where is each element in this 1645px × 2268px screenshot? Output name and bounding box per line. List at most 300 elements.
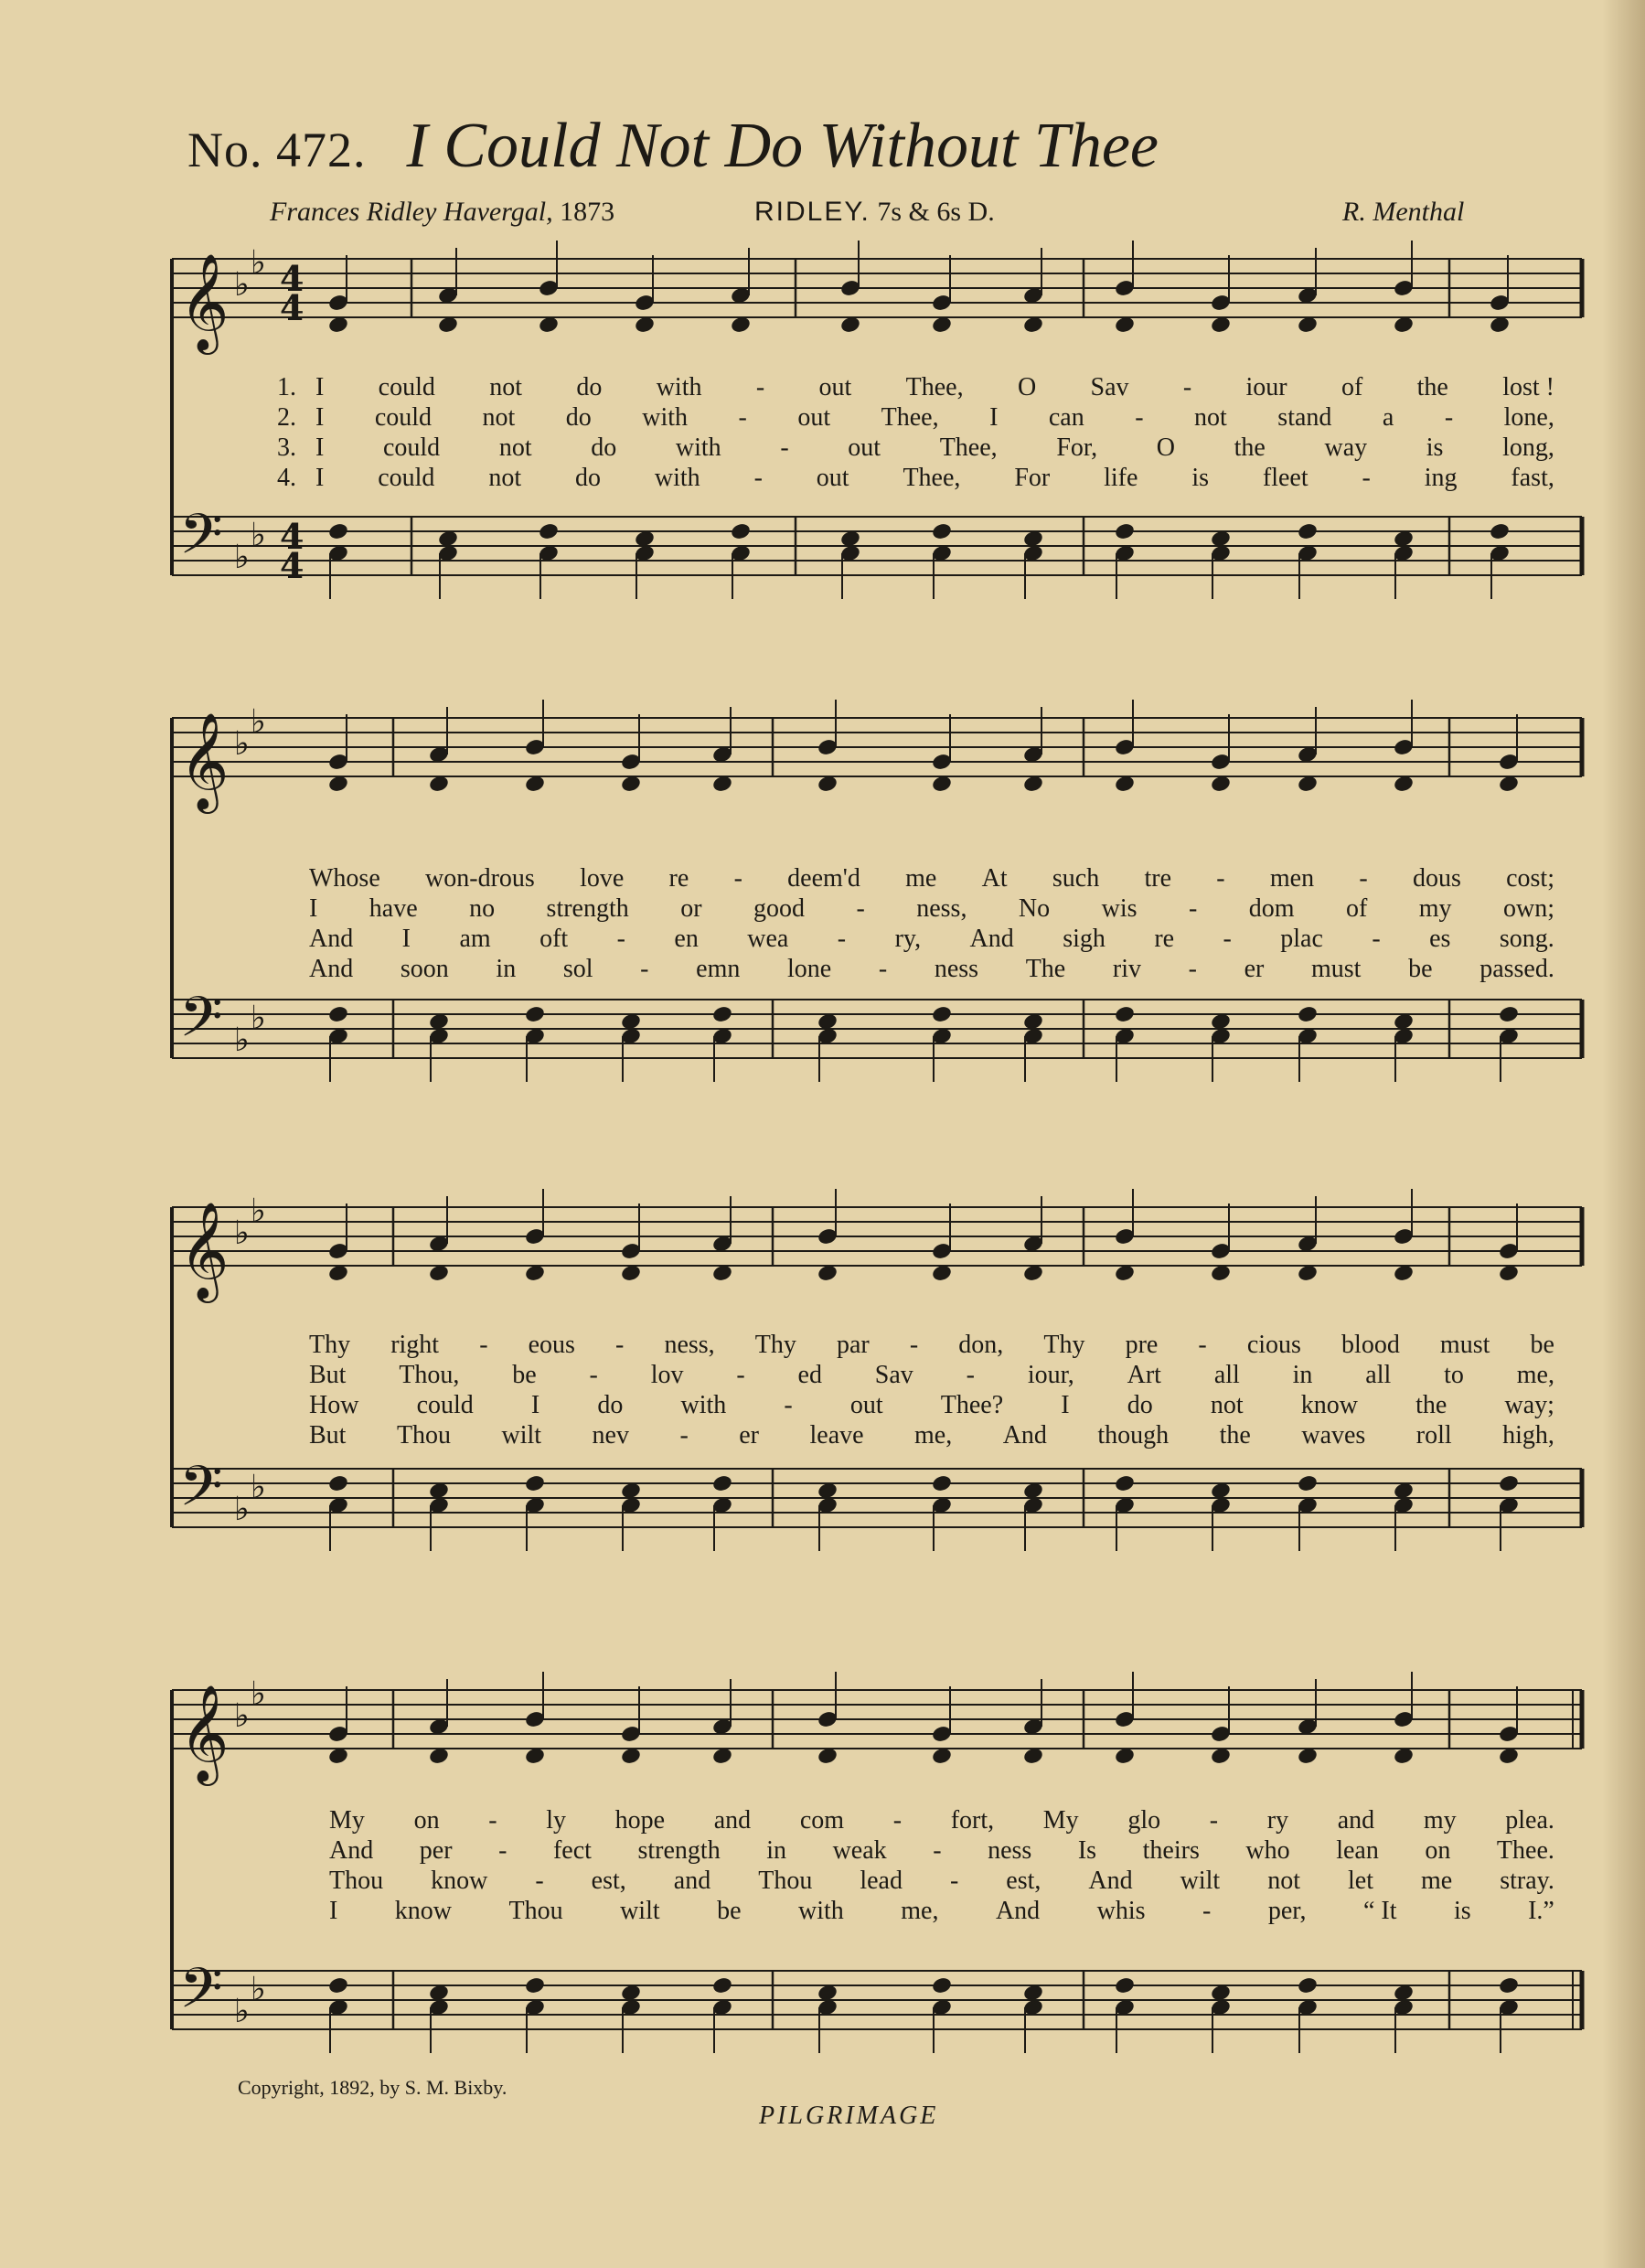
- lyric-syllable: -: [753, 464, 763, 492]
- lyric-syllable: -: [1188, 955, 1197, 983]
- flat-icon: ♭: [234, 539, 250, 575]
- bass-clef-icon: 𝄢: [179, 985, 223, 1064]
- tenor-note: [711, 1005, 733, 1024]
- tune-name: RIDLEY.: [754, 197, 871, 227]
- tenor-note: [327, 1976, 349, 1995]
- lyric-syllable: on: [413, 1806, 440, 1835]
- lyric-syllable: and: [713, 1806, 752, 1835]
- lyric-syllable: And: [995, 1897, 1041, 1925]
- lyric-syllable: -: [1223, 925, 1232, 953]
- lyric-line: [309, 1361, 1554, 1390]
- lyric-syllable: is: [1453, 1897, 1471, 1925]
- lyric-syllable: ry: [1266, 1806, 1289, 1835]
- lyric-syllable: sol: [562, 955, 593, 983]
- tenor-note: [1114, 522, 1136, 541]
- lyric-syllable: hope: [614, 1806, 666, 1835]
- lyric-syllable: who: [1245, 1836, 1290, 1865]
- lyric-syllable: Sav: [1090, 373, 1129, 401]
- lyric-syllable: my: [1423, 1806, 1457, 1835]
- lyric-syllable: -: [1216, 864, 1225, 893]
- verse-number: 3.: [277, 433, 296, 462]
- lyric-syllable: er: [739, 1421, 760, 1450]
- lyric-syllable: “ It: [1362, 1897, 1397, 1925]
- lyric-syllable: men: [1269, 864, 1315, 893]
- tenor-note: [1297, 1474, 1319, 1493]
- lyric-syllable: And: [969, 925, 1014, 953]
- lyric-syllable: stand: [1277, 403, 1332, 432]
- lyric-syllable: -: [535, 1867, 544, 1895]
- lyric-syllable: plac: [1280, 925, 1323, 953]
- lyric-syllable: Thy: [309, 1331, 351, 1359]
- time-signature: 4: [280, 515, 304, 557]
- lyric-syllable: song.: [1499, 925, 1554, 953]
- lyric-syllable: -: [738, 403, 747, 432]
- lyric-syllable: the: [1219, 1421, 1251, 1450]
- lyric-syllable: -: [615, 1331, 625, 1359]
- lyric-syllable: Thy: [754, 1331, 796, 1359]
- lyric-syllable: could: [416, 1391, 474, 1419]
- lyric-syllable: out: [818, 373, 852, 401]
- lyric-syllable: such: [1052, 864, 1100, 893]
- tenor-note: [1114, 1005, 1136, 1024]
- lyric-syllable: Thou: [329, 1867, 384, 1895]
- lyric-syllable: I.”: [1528, 1897, 1554, 1925]
- lyric-syllable: Thee.: [1496, 1836, 1554, 1865]
- tenor-note: [524, 1976, 546, 1995]
- lyric-syllable: wea: [747, 925, 789, 953]
- tenor-note: [931, 522, 953, 541]
- lyric-syllable: er: [1244, 955, 1265, 983]
- lyric-syllable: do: [575, 464, 601, 492]
- lyric-syllable: I: [315, 433, 325, 462]
- lyric-syllable: whis: [1096, 1897, 1146, 1925]
- lyric-syllable: -: [1372, 925, 1381, 953]
- lyric-syllable: Thou: [508, 1897, 563, 1925]
- lyric-syllable: on: [1425, 1836, 1451, 1865]
- lyric-syllable: emn: [696, 955, 741, 983]
- lyric-syllable: fleet: [1262, 464, 1309, 492]
- lyric-line: [315, 373, 1554, 402]
- tenor-note: [730, 522, 752, 541]
- lyric-syllable: ness,: [916, 894, 967, 923]
- lyric-syllable: strength: [546, 894, 629, 923]
- lyric-syllable: I: [401, 925, 411, 953]
- lyric-syllable: No: [1018, 894, 1051, 923]
- lyric-syllable: must: [1311, 955, 1362, 983]
- lyric-syllable: -: [1188, 894, 1198, 923]
- lyric-syllable: es: [1429, 925, 1451, 953]
- lyric-syllable: life: [1104, 464, 1138, 492]
- lyric-syllable: fect: [552, 1836, 592, 1865]
- copyright-notice: Copyright, 1892, by S. M. Bixby.: [238, 2076, 507, 2099]
- lyric-syllable: me,: [901, 1897, 939, 1925]
- tenor-note: [327, 522, 349, 541]
- lyric-syllable: not: [1210, 1391, 1244, 1419]
- lyric-syllable: est,: [1006, 1867, 1041, 1895]
- lyric-syllable: strength: [637, 1836, 721, 1865]
- lyric-syllable: right: [390, 1331, 440, 1359]
- lyric-syllable: My: [1042, 1806, 1079, 1835]
- tenor-note: [1498, 1474, 1520, 1493]
- lyric-syllable: with: [675, 433, 721, 462]
- lyric-syllable: stray.: [1500, 1867, 1554, 1895]
- tenor-note: [524, 1005, 546, 1024]
- tenor-note: [1489, 522, 1511, 541]
- lyric-syllable: -: [733, 864, 742, 893]
- lyric-syllable: with: [656, 373, 702, 401]
- lyric-syllable: way;: [1504, 1391, 1554, 1419]
- lyric-syllable: good: [753, 894, 805, 923]
- lyric-syllable: -: [949, 1867, 959, 1895]
- lyric-syllable: cious: [1246, 1331, 1301, 1359]
- lyric-syllable: out: [849, 1391, 883, 1419]
- lyric-syllable: ry,: [894, 925, 922, 953]
- lyric-syllable: The: [1025, 955, 1066, 983]
- lyric-syllable: My: [329, 1806, 365, 1835]
- lyric-syllable: Thee,: [939, 433, 998, 462]
- lyric-syllable: have: [369, 894, 418, 923]
- lyric-syllable: At: [981, 864, 1008, 893]
- lyric-syllable: don,: [958, 1331, 1004, 1359]
- lyric-syllable: -: [479, 1331, 488, 1359]
- verse-number: 1.: [277, 373, 296, 401]
- lyric-syllable: -: [784, 1391, 793, 1419]
- lyric-line: [309, 864, 1554, 893]
- lyric-syllable: not: [1194, 403, 1227, 432]
- lyric-syllable: can: [1048, 403, 1084, 432]
- flat-icon: ♭: [234, 1993, 250, 2029]
- lyric-syllable: the: [1234, 433, 1266, 462]
- lyric-syllable: could: [382, 433, 441, 462]
- lyric-syllable: and: [1337, 1806, 1375, 1835]
- lyric-syllable: -: [1135, 403, 1144, 432]
- lyric-syllable: to: [1444, 1361, 1464, 1389]
- lyric-syllable: re: [1154, 925, 1175, 953]
- lyric-syllable: -: [1359, 864, 1368, 893]
- lyric-syllable: my: [1418, 894, 1452, 923]
- tenor-note: [1297, 522, 1319, 541]
- lyric-syllable: me: [905, 864, 937, 893]
- lyric-syllable: be: [717, 1897, 742, 1925]
- lyric-syllable: -: [1198, 1331, 1207, 1359]
- treble-clef-icon: 𝄞: [179, 252, 230, 350]
- lyric-syllable: a: [1382, 403, 1394, 432]
- lyric-line: [309, 894, 1554, 924]
- lyric-syllable: do: [597, 1391, 624, 1419]
- lyric-syllable: soon: [400, 955, 449, 983]
- tenor-note: [327, 1005, 349, 1024]
- lyric-syllable: be: [512, 1361, 537, 1389]
- lyric-syllable: be: [1530, 1331, 1554, 1359]
- lyric-syllable: do: [1127, 1391, 1153, 1419]
- lyric-syllable: is: [1426, 433, 1444, 462]
- lyric-syllable: blood: [1341, 1331, 1400, 1359]
- treble-clef-icon: 𝄞: [179, 1201, 230, 1299]
- lyric-syllable: Sav: [874, 1361, 913, 1389]
- lyric-syllable: not: [489, 373, 523, 401]
- lyric-syllable: I: [989, 403, 999, 432]
- lyric-syllable: deem'd: [787, 864, 860, 893]
- author-year: 1873: [560, 197, 615, 227]
- lyric-syllable: And: [1002, 1421, 1047, 1450]
- lyric-syllable: -: [1362, 464, 1371, 492]
- tune-meter: 7s & 6s D.: [877, 197, 995, 227]
- lyric-syllable: par: [836, 1331, 870, 1359]
- lyric-syllable: iour: [1245, 373, 1287, 401]
- lyric-syllable: lone: [787, 955, 832, 983]
- lyric-syllable: Thee,: [903, 464, 961, 492]
- lyric-line: [329, 1867, 1554, 1896]
- lyric-syllable: Thee,: [881, 403, 939, 432]
- lyric-syllable: no: [469, 894, 496, 923]
- treble-clef-icon: 𝄞: [179, 711, 230, 809]
- lyric-syllable: pre: [1125, 1331, 1159, 1359]
- lyric-syllable: iour,: [1027, 1361, 1074, 1389]
- lyric-syllable: leave: [809, 1421, 864, 1450]
- tenor-note: [524, 1474, 546, 1493]
- lyric-syllable: And: [309, 925, 354, 953]
- lyric-line: [309, 1331, 1554, 1360]
- tenor-note: [1114, 1976, 1136, 1995]
- lyric-syllable: theirs: [1142, 1836, 1200, 1865]
- lyric-syllable: Thy: [1043, 1331, 1085, 1359]
- lyric-syllable: with: [642, 403, 689, 432]
- lyric-syllable: high,: [1502, 1421, 1554, 1450]
- lyric-syllable: lost !: [1502, 373, 1554, 401]
- lyric-syllable: could: [374, 403, 433, 432]
- lyric-syllable: -: [1182, 373, 1192, 401]
- flat-icon: ♭: [251, 1000, 266, 1036]
- lyric-syllable: with: [680, 1391, 727, 1419]
- lyric-line: [329, 1836, 1554, 1866]
- time-signature: 4: [280, 286, 304, 328]
- flat-icon: ♭: [251, 1193, 266, 1229]
- lyric-syllable: I: [309, 894, 318, 923]
- lyric-syllable: not: [1267, 1867, 1300, 1895]
- lyric-syllable: -: [780, 433, 789, 462]
- lyric-syllable: I: [329, 1897, 338, 1925]
- tenor-note: [711, 1474, 733, 1493]
- bass-clef-icon: 𝄢: [179, 1956, 223, 2035]
- lyric-syllable: And: [329, 1836, 374, 1865]
- flat-icon: ♭: [234, 266, 250, 303]
- verse-number: 4.: [277, 464, 296, 492]
- flat-icon: ♭: [234, 1491, 250, 1527]
- lyric-syllable: est,: [591, 1867, 626, 1895]
- hymn-number: No. 472.: [187, 123, 367, 177]
- lyric-syllable: out: [848, 433, 881, 462]
- tenor-note: [1297, 1005, 1319, 1024]
- lyric-syllable: weak: [832, 1836, 887, 1865]
- lyric-syllable: long,: [1502, 433, 1554, 462]
- lyric-syllable: com: [799, 1806, 845, 1835]
- verse-number: 2.: [277, 403, 296, 432]
- lyric-syllable: Is: [1077, 1836, 1097, 1865]
- time-signature: 4: [280, 544, 304, 586]
- lyric-syllable: Thou: [396, 1421, 452, 1450]
- lyric-syllable: of: [1345, 894, 1368, 923]
- tenor-note: [1498, 1005, 1520, 1024]
- flat-icon: ♭: [251, 703, 266, 740]
- lyric-syllable: way: [1324, 433, 1368, 462]
- lyric-syllable: in: [496, 955, 517, 983]
- lyric-syllable: know: [1300, 1391, 1358, 1419]
- lyric-syllable: tre: [1144, 864, 1171, 893]
- lyric-syllable: the: [1416, 373, 1448, 401]
- lyric-syllable: -: [1444, 403, 1454, 432]
- lyric-syllable: know: [394, 1897, 453, 1925]
- flat-icon: ♭: [251, 1469, 266, 1505]
- lyric-syllable: en: [674, 925, 699, 953]
- flat-icon: ♭: [234, 1697, 250, 1734]
- flat-icon: ♭: [234, 725, 250, 762]
- lyric-syllable: sigh: [1063, 925, 1106, 953]
- lyric-syllable: -: [909, 1331, 919, 1359]
- lyric-syllable: passed.: [1479, 955, 1554, 983]
- lyric-syllable: in: [766, 1836, 787, 1865]
- lyric-syllable: dom: [1248, 894, 1295, 923]
- lyric-syllable: Whose: [309, 864, 380, 893]
- lyric-syllable: ness: [988, 1836, 1032, 1865]
- tenor-note: [711, 1976, 733, 1995]
- hymn-title: I Could Not Do Without Thee: [406, 111, 1159, 181]
- lyric-syllable: roll: [1415, 1421, 1452, 1450]
- lyric-syllable: For,: [1056, 433, 1098, 462]
- tenor-note: [538, 522, 560, 541]
- lyric-syllable: Thee,: [905, 373, 964, 401]
- lyric-syllable: -: [837, 925, 847, 953]
- lyric-syllable: -: [933, 1836, 942, 1865]
- flat-icon: ♭: [234, 1022, 250, 1058]
- lyric-syllable: out: [816, 464, 849, 492]
- lyric-syllable: lean: [1336, 1836, 1379, 1865]
- lyric-syllable: me,: [914, 1421, 953, 1450]
- lyric-syllable: not: [482, 403, 516, 432]
- lyric-syllable: of: [1341, 373, 1363, 401]
- lyric-syllable: own;: [1503, 894, 1554, 923]
- lyric-syllable: not: [498, 433, 532, 462]
- lyric-syllable: am: [459, 925, 491, 953]
- flat-icon: ♭: [251, 1971, 266, 2007]
- lyric-syllable: let: [1347, 1867, 1373, 1895]
- lyric-syllable: riv: [1112, 955, 1141, 983]
- lyric-syllable: wilt: [620, 1897, 660, 1925]
- flat-icon: ♭: [234, 1214, 250, 1251]
- lyric-syllable: could: [378, 373, 435, 401]
- composer-credit: R. Menthal: [1342, 197, 1465, 227]
- flat-icon: ♭: [251, 244, 266, 281]
- lyric-line: [309, 925, 1554, 954]
- lyric-syllable: -: [856, 894, 865, 923]
- lyric-syllable: fort,: [950, 1806, 995, 1835]
- lyric-syllable: me,: [1516, 1361, 1554, 1389]
- flat-icon: ♭: [251, 1675, 266, 1712]
- lyric-syllable: I: [315, 403, 325, 432]
- lyric-syllable: per: [419, 1836, 453, 1865]
- lyric-syllable: -: [589, 1361, 598, 1389]
- lyric-syllable: and: [673, 1867, 711, 1895]
- lyric-syllable: wis: [1101, 894, 1138, 923]
- lyric-syllable: O: [1156, 433, 1175, 462]
- lyric-syllable: plea.: [1505, 1806, 1554, 1835]
- lyric-syllable: -: [892, 1806, 903, 1835]
- lyric-syllable: And: [1088, 1867, 1133, 1895]
- tenor-note: [931, 1976, 953, 1995]
- lyric-syllable: ing: [1424, 464, 1458, 492]
- lyric-syllable: ness: [934, 955, 979, 983]
- lyric-syllable: -: [488, 1806, 497, 1835]
- treble-clef-icon: 𝄞: [179, 1684, 230, 1781]
- lyric-line: [329, 1806, 1554, 1835]
- lyric-syllable: do: [576, 373, 603, 401]
- tenor-note: [931, 1005, 953, 1024]
- lyric-syllable: love: [580, 864, 625, 893]
- lyric-syllable: though: [1097, 1421, 1170, 1450]
- lyric-syllable: Art: [1127, 1361, 1161, 1389]
- lyric-syllable: won-drous: [425, 864, 535, 893]
- lyric-line: [309, 955, 1554, 984]
- lyric-line: [315, 433, 1554, 463]
- lyric-syllable: ed: [797, 1361, 822, 1389]
- lyric-syllable: or: [680, 894, 702, 923]
- lyric-syllable: But: [309, 1361, 347, 1389]
- lyric-syllable: Thee?: [940, 1391, 1004, 1419]
- lyric-syllable: -: [616, 925, 625, 953]
- lyric-syllable: not: [488, 464, 522, 492]
- lyric-syllable: wilt: [501, 1421, 542, 1450]
- tenor-note: [1297, 1976, 1319, 1995]
- lyric-syllable: -: [878, 955, 888, 983]
- lyric-syllable: And: [309, 955, 354, 983]
- lyric-syllable: is: [1191, 464, 1209, 492]
- lyric-syllable: cost;: [1506, 864, 1554, 893]
- lyric-line: [309, 1391, 1554, 1420]
- lyric-syllable: waves: [1301, 1421, 1366, 1450]
- lyric-syllable: me: [1420, 1867, 1453, 1895]
- lyric-syllable: lead: [860, 1867, 903, 1895]
- lyric-line: [315, 403, 1554, 433]
- lyric-syllable: -: [755, 373, 765, 401]
- lyric-syllable: all: [1365, 1361, 1392, 1389]
- lyric-syllable: do: [591, 433, 617, 462]
- lyric-syllable: dous: [1412, 864, 1461, 893]
- lyric-syllable: I: [1061, 1391, 1070, 1419]
- lyric-syllable: But: [309, 1421, 347, 1450]
- lyric-syllable: ly: [546, 1806, 566, 1835]
- lyric-syllable: could: [378, 464, 435, 492]
- lyric-syllable: I: [315, 464, 325, 492]
- lyric-syllable: -: [736, 1361, 745, 1389]
- bass-clef-icon: 𝄢: [179, 1454, 223, 1533]
- lyric-syllable: must: [1439, 1331, 1490, 1359]
- tenor-note: [1114, 1474, 1136, 1493]
- lyric-syllable: lone,: [1503, 403, 1554, 432]
- lyric-syllable: nev: [592, 1421, 629, 1450]
- tenor-note: [1498, 1976, 1520, 1995]
- lyric-syllable: For: [1014, 464, 1051, 492]
- lyric-syllable: with: [654, 464, 700, 492]
- lyric-syllable: glo: [1127, 1806, 1161, 1835]
- lyric-syllable: -: [640, 955, 649, 983]
- lyric-syllable: -: [1209, 1806, 1219, 1835]
- lyric-syllable: the: [1415, 1391, 1447, 1419]
- lyric-syllable: I: [315, 373, 325, 401]
- lyric-syllable: oft: [539, 925, 569, 953]
- lyric-line: [329, 1897, 1554, 1926]
- lyric-syllable: re: [668, 864, 689, 893]
- lyric-syllable: wilt: [1180, 1867, 1221, 1895]
- lyric-syllable: -: [679, 1421, 689, 1450]
